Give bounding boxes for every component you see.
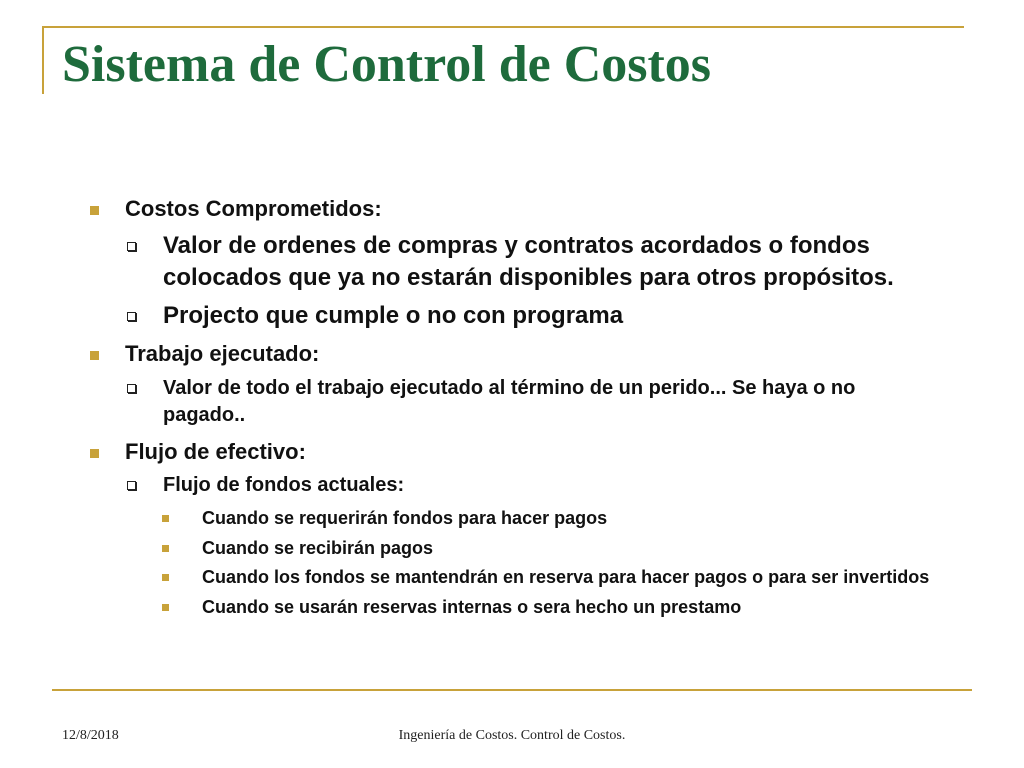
sub-sub-bullet-reserva [88, 566, 938, 589]
bullet-text: Valor de ordenes de compras y contratos acordados o fondos colocados que ya no estarán disponibles para otros propósitos. [163, 231, 894, 291]
bullet-text: Cuando los fondos se mantendrán en reserva para hacer pagos o para ser invertidos [202, 567, 930, 588]
sub-sub-bullet-prestamo [88, 596, 938, 619]
bullet-text: Cuando se recibirán pagos [202, 537, 434, 558]
bullet-text: Trabajo ejecutado: [125, 341, 320, 367]
bullet-text: Projecto que cumple o no con programa [163, 301, 624, 329]
sub-sub-bullet-recibiran [88, 537, 938, 560]
sub-bullet-flujo-fondos [88, 472, 938, 500]
slide-title: Sistema de Control de Costos [62, 36, 712, 93]
sub-bullet-valor-ordenes [88, 230, 938, 294]
footer-divider [52, 689, 972, 691]
hollow-square-bullet-icon [127, 242, 136, 251]
bullet-costos-comprometidos [88, 195, 938, 224]
title-frame-top-line [42, 26, 964, 28]
sub-sub-bullet-requeriran [88, 507, 938, 530]
sub-bullet-valor-trabajo [88, 375, 938, 430]
hollow-square-bullet-icon [127, 312, 136, 321]
bullet-flujo-efectivo [88, 438, 938, 467]
footer-title: Ingeniería de Costos. Control de Costos. [398, 728, 626, 743]
bullet-text: Cuando se usarán reservas internas o sera hecho un prestamo [202, 596, 742, 617]
title-frame-left-line [42, 26, 44, 94]
hollow-square-bullet-icon [127, 481, 136, 490]
hollow-square-bullet-icon [127, 384, 136, 393]
square-bullet-icon [162, 574, 169, 581]
square-bullet-icon [162, 604, 169, 611]
square-bullet-icon [90, 206, 99, 215]
bullet-text: Valor de todo el trabajo ejecutado al término de un perido... Se haya o no pagado.. [163, 376, 856, 427]
footer-date: 12/8/2018 [62, 728, 119, 743]
slide-content [88, 195, 938, 618]
bullet-text: Flujo de efectivo: [125, 438, 306, 464]
square-bullet-icon [90, 449, 99, 458]
square-bullet-icon [90, 351, 99, 360]
bullet-text: Costos Comprometidos: [125, 196, 382, 221]
sub-bullet-projecto-programa [88, 300, 938, 332]
bullet-text: Cuando se requerirán fondos para hacer pagos [202, 508, 608, 529]
square-bullet-icon [162, 515, 169, 522]
square-bullet-icon [162, 545, 169, 552]
bullet-text: Flujo de fondos actuales: [163, 474, 405, 497]
bullet-trabajo-ejecutado [88, 340, 938, 369]
